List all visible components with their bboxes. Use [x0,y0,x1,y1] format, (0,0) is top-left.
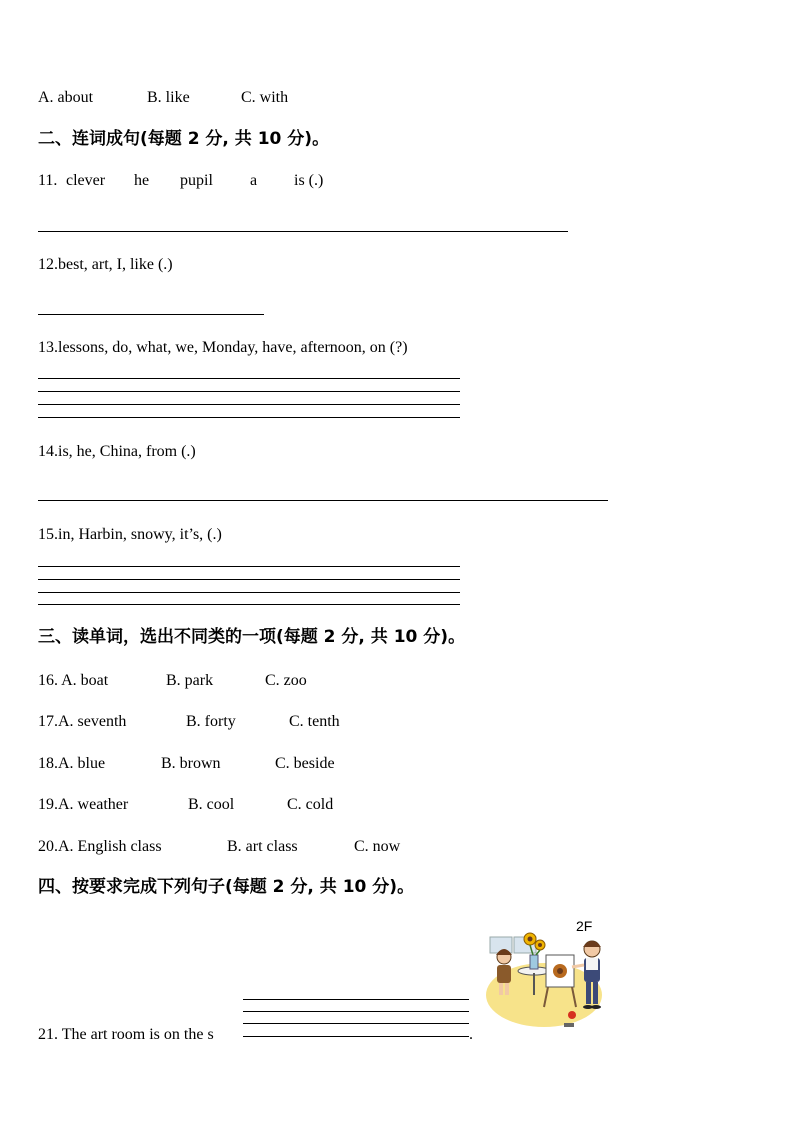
q15-answer-line[interactable] [38,592,460,593]
section4-heading: 四、按要求完成下列句子(每题 2 分, 共 10 分)。 [38,877,415,897]
q19-option-c: C. cold [287,796,334,813]
q10-option-a: A. about [38,89,94,106]
q11-word: is (.) [294,172,324,189]
q18-option-c: C. beside [275,755,335,772]
q15-answer-line[interactable] [38,566,460,567]
q19-option-a: 19.A. weather [38,796,129,813]
q21-answer-line[interactable] [243,1023,469,1024]
q12-answer-line[interactable] [38,314,264,315]
q18-option-b: B. brown [161,755,221,772]
q19-option-b: B. cool [188,796,235,813]
q21-answer-line[interactable] [243,1036,469,1037]
q21-answer-line[interactable] [243,999,469,1000]
q20-option-c: C. now [354,838,401,855]
q16-option-a: 16. A. boat [38,672,109,689]
q11-word: a [250,172,258,189]
section3-heading: 三、读单词，选出不同类的一项(每题 2 分, 共 10 分)。 [38,627,466,647]
section2-heading: 二、连词成句(每题 2 分, 共 10 分)。 [38,129,330,149]
q21-answer-line[interactable] [243,1011,469,1012]
q13-answer-line[interactable] [38,417,460,418]
q13-answer-line[interactable] [38,404,460,405]
q13-answer-line[interactable] [38,378,460,379]
q17-option-c: C. tenth [289,713,340,730]
q10-option-b: B. like [147,89,190,106]
q11-word: he [134,172,150,189]
art-room-illustration [482,915,612,1035]
q15-prompt: 15.in, Harbin, snowy, it’s, (.) [38,526,222,543]
q14-prompt: 14.is, he, China, from (.) [38,443,196,460]
q20-option-a: 20.A. English class [38,838,162,855]
q21-period: . [469,1026,473,1043]
q12-prompt: 12.best, art, I, like (.) [38,256,173,273]
q18-option-a: 18.A. blue [38,755,106,772]
q13-prompt: 13.lessons, do, what, we, Monday, have, afternoon, on (?) [38,339,408,356]
q14-answer-line[interactable] [38,500,608,501]
q10-option-c: C. with [241,89,289,106]
q21-prompt: 21. The art room is on the s [38,1026,214,1043]
q16-option-b: B. park [166,672,214,689]
q17-option-a: 17.A. seventh [38,713,127,730]
floor-label: 2F [576,918,593,934]
q13-answer-line[interactable] [38,391,460,392]
q11-word: pupil [180,172,213,189]
q11-number: 11. [38,172,58,189]
q17-option-b: B. forty [186,713,236,730]
q15-answer-line[interactable] [38,604,460,605]
q20-option-b: B. art class [227,838,298,855]
q16-option-c: C. zoo [265,672,307,689]
q11-word: clever [66,172,106,189]
q11-answer-line[interactable] [38,231,568,232]
q15-answer-line[interactable] [38,579,460,580]
